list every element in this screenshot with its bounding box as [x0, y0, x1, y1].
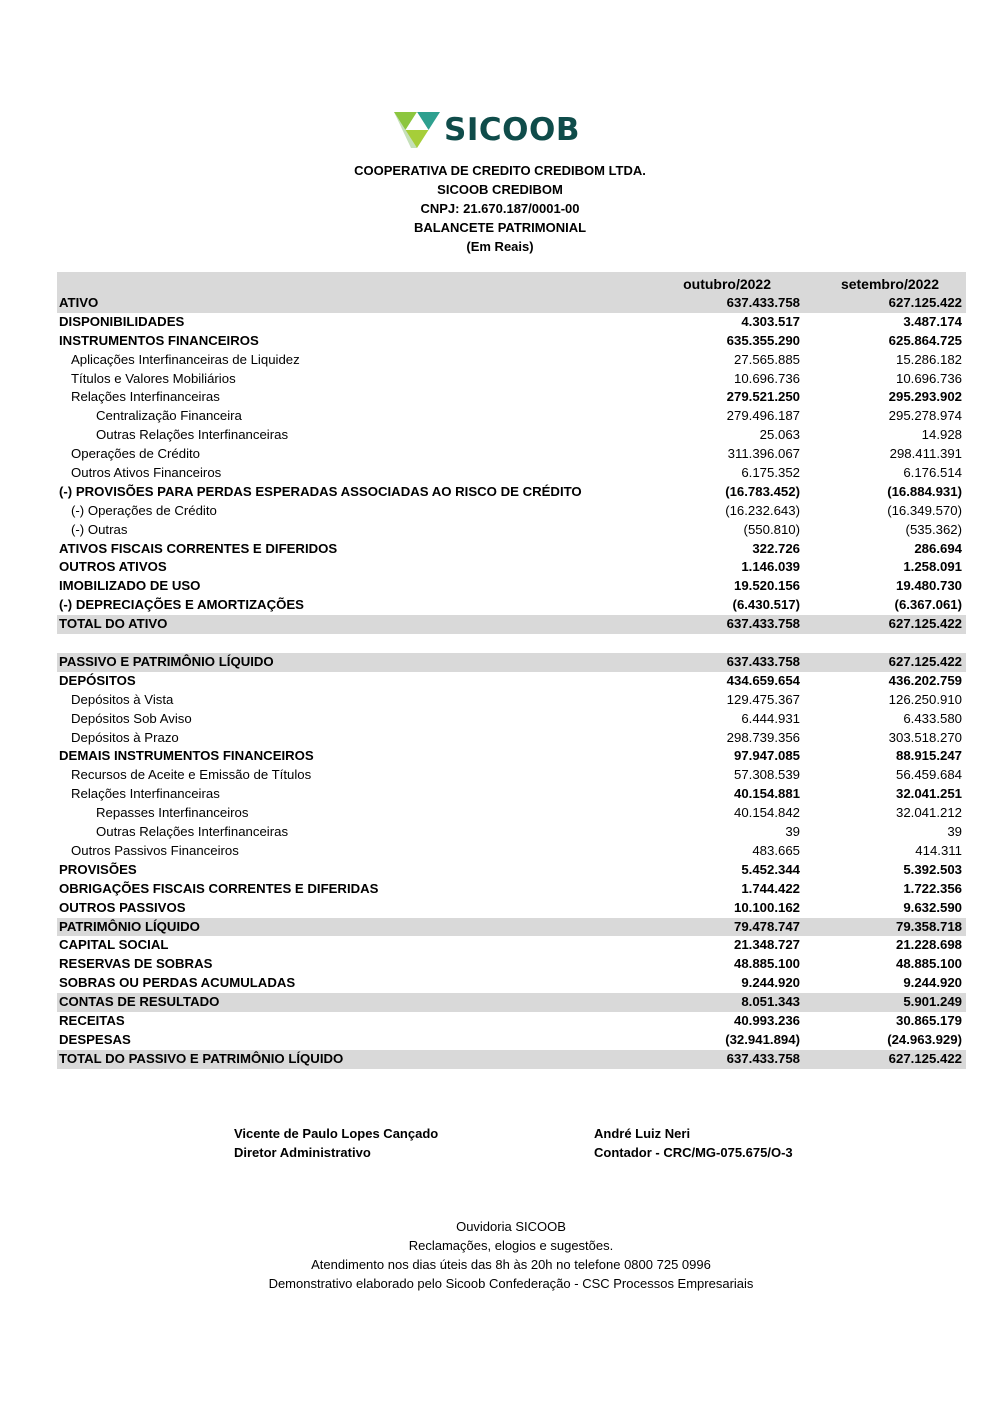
- row-label: PROVISÕES: [59, 861, 137, 877]
- value-september: 436.202.759: [888, 672, 962, 688]
- row-label: DEPÓSITOS: [59, 672, 136, 688]
- table-row: [57, 936, 966, 955]
- currency-note: (Em Reais): [466, 239, 534, 254]
- value-september: 126.250.910: [888, 691, 962, 707]
- row-label: Centralização Financeira: [96, 408, 242, 424]
- value-september: (6.367.061): [894, 597, 962, 613]
- table-row: [57, 1050, 966, 1069]
- row-label: CONTAS DE RESULTADO: [59, 994, 220, 1010]
- value-october: (32.941.894): [725, 1031, 800, 1047]
- ombudsman-title: Ouvidoria SICOOB: [456, 1219, 566, 1234]
- value-september: 286.694: [914, 540, 962, 556]
- table-row: [57, 483, 966, 502]
- value-october: 6.175.352: [741, 465, 800, 481]
- row-label: SOBRAS OU PERDAS ACUMULADAS: [59, 975, 296, 991]
- row-label: Títulos e Valores Mobiliários: [71, 370, 236, 386]
- row-label: Outras Relações Interfinanceiras: [96, 824, 289, 840]
- value-october: 4.303.517: [741, 313, 800, 329]
- value-september: 625.864.725: [888, 332, 962, 348]
- table-row: [57, 918, 966, 937]
- row-label: CAPITAL SOCIAL: [59, 937, 169, 953]
- value-september: 9.244.920: [903, 975, 962, 991]
- value-october: 637.433.758: [726, 654, 800, 670]
- table-row: [57, 861, 966, 880]
- value-september: 414.311: [915, 842, 962, 858]
- value-september: 14.928: [921, 427, 962, 443]
- value-september: (16.884.931): [887, 483, 962, 499]
- value-october: 79.478.747: [733, 918, 800, 934]
- value-october: 6.444.931: [741, 710, 800, 726]
- value-september: 5.901.249: [903, 994, 962, 1010]
- value-october: 8.051.343: [741, 994, 800, 1010]
- row-label: PASSIVO E PATRIMÔNIO LÍQUIDO: [59, 654, 274, 670]
- row-label: OUTROS ATIVOS: [59, 559, 167, 575]
- table-row: [57, 672, 966, 691]
- value-october: 25.063: [759, 427, 800, 443]
- value-september: 298.411.391: [889, 446, 962, 462]
- value-october: 483.665: [752, 842, 800, 858]
- signature-director: [234, 1124, 438, 1162]
- row-label: (-) Outras: [71, 521, 128, 537]
- value-september: 303.518.270: [888, 729, 962, 745]
- table-row: [57, 426, 966, 445]
- row-label: RECEITAS: [59, 1012, 125, 1028]
- value-october: 19.520.156: [733, 578, 800, 594]
- balance-sheet-table: [57, 272, 966, 1069]
- table-row: [57, 313, 966, 332]
- row-label: Outros Ativos Financeiros: [71, 465, 222, 481]
- table-row: [57, 388, 966, 407]
- column-header-september: setembro/2022: [840, 276, 939, 292]
- table-row: [57, 993, 966, 1012]
- value-october: 10.100.162: [733, 899, 800, 915]
- value-october: 635.355.290: [726, 332, 800, 348]
- value-october: 10.696.736: [733, 370, 800, 386]
- document-title: BALANCETE PATRIMONIAL: [413, 220, 587, 235]
- value-october: 637.433.758: [726, 616, 800, 632]
- table-row: [57, 351, 966, 370]
- signature-accountant: [594, 1124, 793, 1162]
- table-row: [57, 445, 966, 464]
- row-label: ATIVOS FISCAIS CORRENTES E DIFERIDOS: [59, 540, 338, 556]
- row-label: INSTRUMENTOS FINANCEIROS: [59, 332, 259, 348]
- row-label: PATRIMÔNIO LÍQUIDO: [59, 918, 200, 934]
- table-row: [57, 577, 966, 596]
- value-september: 9.632.590: [903, 899, 962, 915]
- table-row: [57, 691, 966, 710]
- value-september: 39: [947, 824, 962, 840]
- value-october: 1.744.422: [741, 880, 800, 896]
- row-label: DESPESAS: [59, 1031, 131, 1047]
- table-row: [57, 880, 966, 899]
- table-row: [57, 729, 966, 748]
- cnpj: CNPJ: 21.670.187/0001-00: [420, 201, 580, 216]
- signer-role: Diretor Administrativo: [234, 1145, 371, 1160]
- sicoob-triangle-icon: [394, 112, 440, 148]
- row-label: IMOBILIZADO DE USO: [59, 578, 201, 594]
- row-label: OBRIGAÇÕES FISCAIS CORRENTES E DIFERIDAS: [59, 880, 379, 896]
- table-row: [57, 653, 966, 672]
- value-september: 32.041.212: [895, 805, 962, 821]
- value-october: (550.810): [743, 521, 800, 537]
- prepared-by: Demonstrativo elaborado pelo Sicoob Confederação - CSC Processos Empresariais: [268, 1276, 754, 1291]
- value-october: 9.244.920: [741, 975, 800, 991]
- row-label: ATIVO: [59, 295, 99, 310]
- row-label: Outras Relações Interfinanceiras: [96, 427, 289, 443]
- value-september: 19.480.730: [895, 578, 962, 594]
- value-september: 627.125.422: [888, 616, 962, 632]
- value-october: 1.146.039: [741, 559, 800, 575]
- value-october: 129.475.367: [726, 691, 800, 707]
- sicoob-logo: [394, 110, 594, 150]
- value-september: 6.433.580: [903, 710, 962, 726]
- row-label: (-) DEPRECIAÇÕES E AMORTIZAÇÕES: [59, 597, 304, 613]
- value-october: 27.565.885: [733, 351, 800, 367]
- table-row: [57, 974, 966, 993]
- table-row: [57, 370, 966, 389]
- row-label: Depósitos Sob Aviso: [71, 710, 192, 726]
- brand-name: SICOOB: [444, 112, 580, 148]
- row-label: Aplicações Interfinanceiras de Liquidez: [71, 351, 300, 367]
- value-september: 32.041.251: [895, 786, 962, 802]
- table-row: [57, 1031, 966, 1050]
- service-hours: Atendimento nos dias úteis das 8h às 20h no telefone 0800 725 0996: [311, 1257, 711, 1272]
- row-label: DISPONIBILIDADES: [59, 313, 185, 329]
- value-october: 48.885.100: [733, 956, 800, 972]
- table-row: [57, 747, 966, 766]
- value-october: 434.659.654: [726, 672, 800, 688]
- row-label: (-) Operações de Crédito: [71, 502, 217, 518]
- table-row: [57, 558, 966, 577]
- footer: [0, 1217, 1000, 1293]
- row-label: Repasses Interfinanceiros: [96, 805, 249, 821]
- table-row: [57, 804, 966, 823]
- value-september: 48.885.100: [895, 956, 962, 972]
- column-header-october: outubro/2022: [683, 276, 771, 292]
- table-row: [57, 955, 966, 974]
- table-row: [57, 407, 966, 426]
- value-october: (16.783.452): [725, 483, 800, 499]
- value-september: 88.915.247: [895, 748, 962, 764]
- table-row: [57, 842, 966, 861]
- table-row: [57, 899, 966, 918]
- row-label: Operações de Crédito: [71, 446, 201, 462]
- signer-name: Vicente de Paulo Lopes Cançado: [234, 1126, 439, 1141]
- value-october: (16.232.643): [725, 502, 800, 518]
- value-september: 3.487.174: [903, 313, 962, 329]
- row-label: Outros Passivos Financeiros: [71, 842, 239, 858]
- value-september: 295.293.902: [888, 389, 962, 405]
- value-october: (6.430.517): [732, 597, 800, 613]
- value-october: 97.947.085: [733, 748, 800, 764]
- value-october: 40.154.842: [733, 805, 800, 821]
- row-label: (-) PROVISÕES PARA PERDAS ESPERADAS ASSOCIADAS AO RISCO DE CRÉDITO: [59, 483, 582, 499]
- row-label: OUTROS PASSIVOS: [59, 899, 186, 915]
- value-september: (535.362): [905, 521, 962, 537]
- table-row: [57, 615, 966, 634]
- table-row: [57, 502, 966, 521]
- row-label: Relações Interfinanceiras: [71, 389, 220, 405]
- table-row: [57, 766, 966, 785]
- table-row: [57, 521, 966, 540]
- value-september: 30.865.179: [895, 1012, 962, 1028]
- value-october: 637.433.758: [726, 295, 800, 310]
- value-september: 79.358.718: [895, 918, 962, 934]
- value-october: 637.433.758: [726, 1050, 800, 1066]
- value-september: 627.125.422: [888, 654, 962, 670]
- table-row: [57, 464, 966, 483]
- row-label: Depósitos à Prazo: [71, 729, 179, 745]
- value-september: (16.349.570): [887, 502, 962, 518]
- signer-role: Contador - CRC/MG-075.675/O-3: [594, 1145, 793, 1160]
- value-september: 10.696.736: [895, 370, 962, 386]
- table-row: [57, 710, 966, 729]
- value-october: 57.308.539: [733, 767, 800, 783]
- table-row: [57, 1012, 966, 1031]
- row-label: TOTAL DO ATIVO: [59, 616, 168, 632]
- value-october: 40.993.236: [733, 1012, 800, 1028]
- value-september: (24.963.929): [887, 1031, 962, 1047]
- value-october: 298.739.356: [726, 729, 800, 745]
- value-september: 15.286.182: [895, 351, 962, 367]
- row-label: Recursos de Aceite e Emissão de Títulos: [71, 767, 312, 783]
- value-september: 56.459.684: [895, 767, 962, 783]
- value-september: 627.125.422: [888, 1050, 962, 1066]
- value-september: 21.228.698: [895, 937, 962, 953]
- document-header: [0, 161, 1000, 256]
- spacer-row: [57, 634, 966, 653]
- value-september: 627.125.422: [888, 295, 962, 310]
- row-label: Depósitos à Vista: [71, 691, 174, 707]
- signer-name: André Luiz Neri: [594, 1126, 691, 1141]
- table-row: [57, 823, 966, 842]
- row-label: RESERVAS DE SOBRAS: [59, 956, 213, 972]
- value-september: 5.392.503: [903, 861, 962, 877]
- table-row: [57, 332, 966, 351]
- ombudsman-subtitle: Reclamações, elogios e sugestões.: [408, 1238, 614, 1253]
- table-row: [57, 294, 966, 313]
- table-row: [57, 596, 966, 615]
- value-september: 6.176.514: [903, 465, 962, 481]
- row-label: Relações Interfinanceiras: [71, 786, 220, 802]
- value-september: 1.258.091: [903, 559, 962, 575]
- value-october: 5.452.344: [741, 861, 800, 877]
- value-october: 40.154.881: [733, 786, 800, 802]
- table-header: [57, 272, 966, 294]
- value-october: 279.521.250: [726, 389, 800, 405]
- row-label: TOTAL DO PASSIVO E PATRIMÔNIO LÍQUIDO: [59, 1050, 344, 1066]
- value-october: 279.496.187: [726, 408, 800, 424]
- value-october: 39: [785, 824, 800, 840]
- table-row: [57, 540, 966, 559]
- value-october: 21.348.727: [733, 937, 800, 953]
- value-september: 1.722.356: [903, 880, 962, 896]
- value-october: 322.726: [752, 540, 800, 556]
- row-label: DEMAIS INSTRUMENTOS FINANCEIROS: [59, 748, 314, 764]
- value-september: 295.278.974: [888, 408, 962, 424]
- table-row: [57, 785, 966, 804]
- cooperative-name: COOPERATIVA DE CREDITO CREDIBOM LTDA.: [354, 163, 646, 178]
- value-october: 311.396.067: [727, 446, 800, 462]
- unit-name: SICOOB CREDIBOM: [437, 182, 563, 197]
